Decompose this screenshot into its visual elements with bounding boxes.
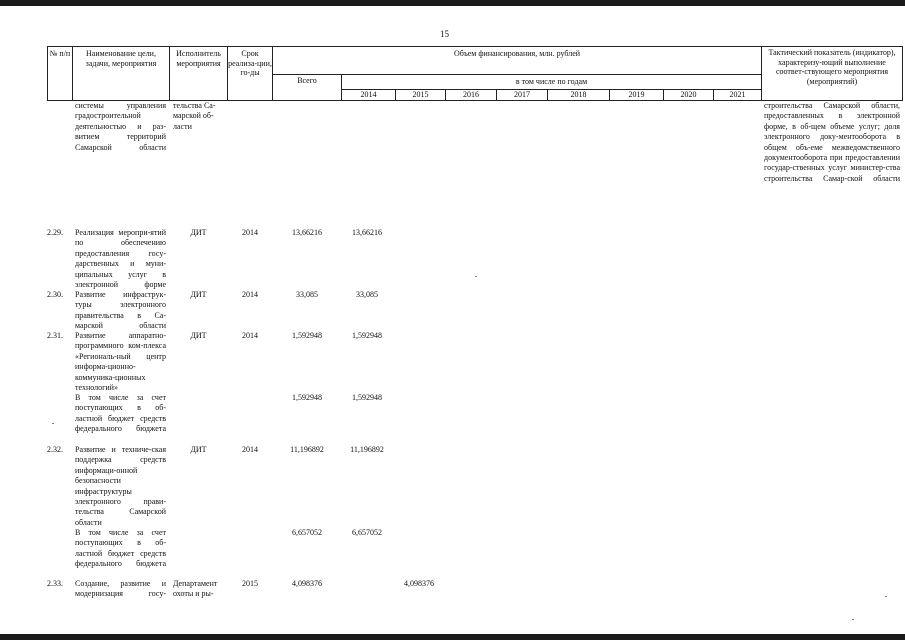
row-name: Развитие инфраструк-туры электронного правительства в Са-марской области — [75, 290, 166, 331]
row-total: 11,196892 — [290, 445, 324, 454]
row-executor: ДИТ — [190, 331, 207, 340]
scan-speck — [475, 276, 477, 277]
row-name: Развитие аппаратно-программного ком-плекса «Региональ-ный центр информа-ционно-коммуника-ционных технологий» — [75, 331, 166, 393]
header-year: 2020 — [680, 90, 697, 99]
row-number: 2.29. — [47, 228, 63, 237]
scan-edge-top — [0, 0, 905, 6]
header-year: 2016 — [463, 90, 479, 99]
row-executor: Департамент охоты и ры- — [173, 579, 218, 599]
row-2014: 1,592948 — [352, 393, 382, 402]
row-term: 2014 — [242, 445, 258, 454]
row-2014: 13,66216 — [352, 228, 382, 237]
row-total: 6,657052 — [292, 528, 322, 537]
row-number: 2.32. — [47, 445, 63, 454]
row-name: Создание, развитие и модернизация госу- — [75, 579, 166, 599]
row-number: 2.31. — [47, 331, 63, 340]
row-sub-name: В том числе за счет поступающих в об-ластной бюджет средств федерального бюджета — [75, 528, 166, 569]
row-term: 2015 — [242, 579, 258, 588]
row-total: 13,66216 — [292, 228, 322, 237]
row-term: 2014 — [242, 228, 258, 237]
row-number: 2.33. — [47, 579, 63, 588]
row-total: 1,592948 — [292, 331, 322, 340]
cont-executor-cell: тельства Са-марской об-ласти — [173, 101, 216, 131]
row-executor: ДИТ — [190, 228, 207, 237]
row-executor: ДИТ — [190, 445, 207, 454]
row-2014: 11,196892 — [350, 445, 384, 454]
row-total: 4,098376 — [292, 579, 322, 588]
row-name: Реализация меропри-ятий по обеспечению предоставления госу-дарственных и муни-ципальных услуг в электронной форме — [75, 228, 166, 290]
row-total: 1,592948 — [292, 393, 322, 402]
header-year: 2015 — [412, 90, 429, 99]
header-year: 2018 — [570, 90, 587, 99]
header-indicator: Тактический показатель (индикатор), характеризу-ющий выполнение соответ-ствующего мероприятия (мероприятий) — [768, 48, 896, 87]
header-year: 2021 — [729, 90, 746, 99]
header-rule-volume — [272, 74, 761, 75]
row-executor: ДИТ — [190, 290, 207, 299]
header-rule-top — [47, 46, 902, 47]
row-2014: 33,085 — [356, 290, 378, 299]
row-term: 2014 — [242, 331, 258, 340]
header-year: 2014 — [360, 90, 377, 99]
header-year: 2017 — [514, 90, 530, 99]
row-sub-name: В том числе за счет поступающих в об-ластной бюджет средств федерального бюджета — [75, 393, 166, 434]
header-volume: Объем финансирования, млн. рублей — [453, 49, 581, 58]
row-2014: 1,592948 — [352, 331, 382, 340]
row-2014: 6,657052 — [352, 528, 382, 537]
header-executor: Исполнитель мероприятия — [176, 49, 221, 68]
header-name: Наименование цели, задачи, мероприятия — [85, 49, 157, 68]
header-col-rule — [902, 46, 903, 101]
page-number: 15 — [440, 29, 449, 39]
cont-name-cell: системы управления градостроительной деятельностью и раз-витием территорий Самарской области — [75, 101, 166, 152]
header-total: Всего — [297, 76, 317, 85]
header-col-rule — [761, 46, 762, 101]
scan-edge-bottom — [0, 634, 905, 640]
row-term: 2014 — [242, 290, 258, 299]
header-num: № п/п — [49, 49, 71, 58]
row-name: Развитие и техниче-ская поддержка средств информаци-онной безопасности инфраструктуры электронного прави-тельства Самарской области — [75, 445, 166, 527]
scan-speck — [52, 423, 54, 424]
cont-indicator-cell: строительства Самарской области, предоставленных в электронной форме, в об-щем объеме услуг; доля электронного доку-ментооборота в общем объ-еме межведомственного документооборота при предоставлении государ-ственных услуг министер-ства строительства Самар-ской области — [764, 101, 900, 183]
header-by-years: в том числе по годам — [515, 77, 588, 86]
scan-speck — [852, 619, 854, 620]
scan-speck — [885, 596, 887, 597]
row-2015: 4,098376 — [404, 579, 434, 588]
header-year: 2019 — [628, 90, 645, 99]
row-number: 2.30. — [47, 290, 63, 299]
row-total: 33,085 — [296, 290, 318, 299]
header-term: Срок реализа-ции, го-ды — [228, 49, 272, 78]
